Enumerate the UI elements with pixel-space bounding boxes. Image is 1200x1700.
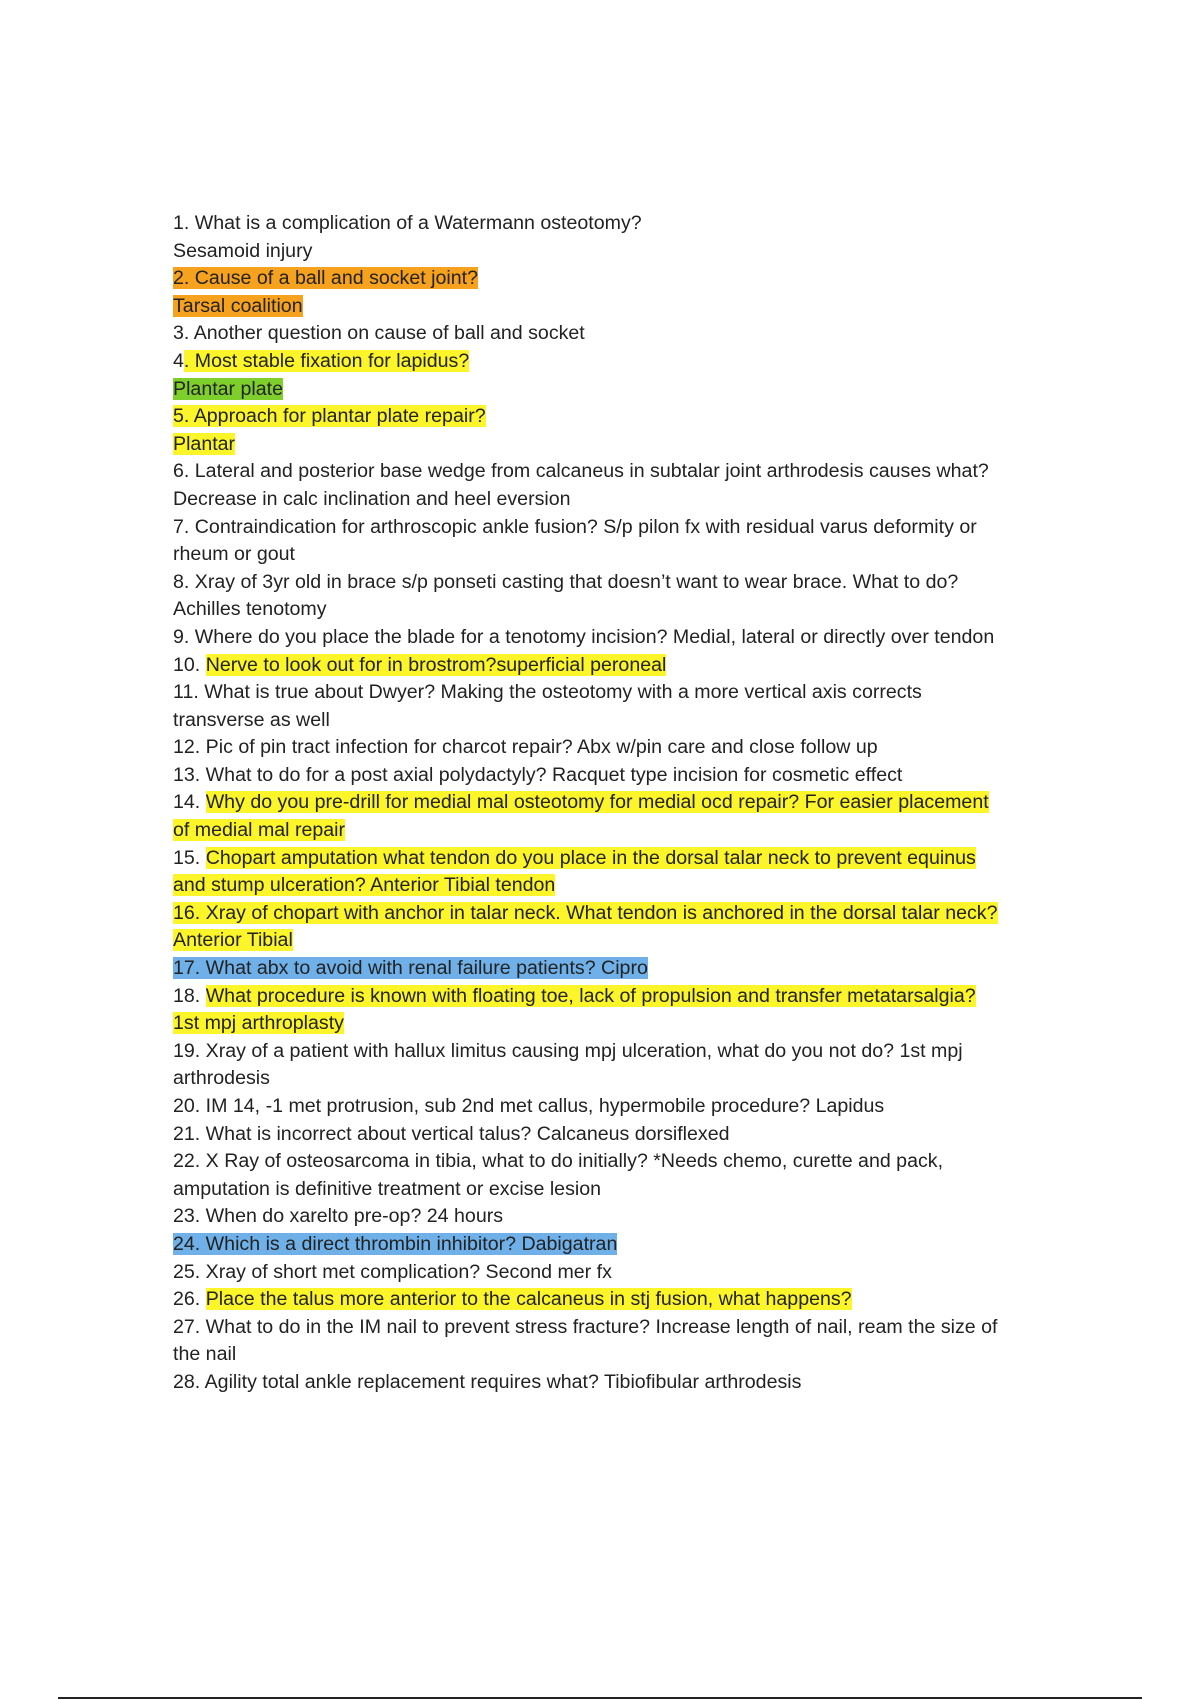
text-line	[173, 1121, 1073, 1149]
question-list	[173, 210, 1073, 1397]
highlighted-text: What procedure is known with floating toe, lack of propulsion and transfer metatarsalgia?	[205, 984, 976, 1007]
highlighted-text: Place the talus more anterior to the calcaneus in stj fusion, what happens?	[205, 1288, 852, 1311]
text-line	[173, 569, 1073, 597]
text-line	[173, 652, 1073, 680]
text-line	[173, 1341, 1073, 1369]
line-text: 26.	[173, 1288, 206, 1311]
line-text: 10.	[173, 653, 206, 676]
text-line	[173, 679, 1073, 707]
highlighted-text: and stump ulceration? Anterior Tibial tendon	[173, 874, 556, 897]
highlighted-text: Nerve to look out for in brostrom?superficial peroneal	[205, 653, 667, 676]
text-line	[173, 707, 1073, 735]
text-line	[173, 1065, 1073, 1093]
text-line	[173, 596, 1073, 624]
line-text: Achilles tenotomy	[173, 598, 327, 621]
text-line	[173, 238, 1073, 266]
text-line	[173, 1148, 1073, 1176]
line-text: 21. What is incorrect about vertical talus? Calcaneus dorsiflexed	[173, 1122, 730, 1145]
line-text: 27. What to do in the IM nail to prevent stress fracture? Increase length of nail, ream the size of	[173, 1315, 998, 1338]
line-text: 13. What to do for a post axial polydactyly? Racquet type incision for cosmetic effect	[173, 763, 903, 786]
line-text: arthrodesis	[173, 1067, 270, 1090]
text-line	[173, 624, 1073, 652]
text-line	[173, 845, 1073, 873]
line-text: 20. IM 14, -1 met protrusion, sub 2nd met callus, hypermobile procedure? Lapidus	[173, 1095, 885, 1117]
highlighted-text: of medial mal repair	[173, 819, 346, 842]
line-text: 11. What is true about Dwyer? Making the osteotomy with a more vertical axis corrects	[173, 681, 922, 704]
text-line	[173, 486, 1073, 514]
line-text: transverse as well	[173, 708, 330, 731]
highlighted-text: 17. What abx to avoid with renal failure patients? Cipro	[173, 957, 648, 980]
text-line	[173, 293, 1073, 321]
text-line	[173, 376, 1073, 404]
line-text: 7. Contraindication for arthroscopic ankle fusion? S/p pilon fx with residual varus deformity or	[173, 515, 977, 538]
highlighted-text: Chopart amputation what tendon do you place in the dorsal talar neck to prevent equinus	[205, 846, 976, 869]
text-line	[173, 541, 1073, 569]
text-line	[173, 955, 1073, 983]
line-text: Sesamoid injury	[173, 239, 313, 262]
text-line	[173, 431, 1073, 459]
text-line	[173, 927, 1073, 955]
highlighted-text: Plantar	[173, 432, 236, 455]
text-line	[173, 514, 1073, 542]
line-text: rheum or gout	[173, 543, 295, 566]
text-line	[173, 403, 1073, 431]
text-line	[173, 900, 1073, 928]
text-line	[173, 1010, 1073, 1038]
highlighted-text: 5. Approach for plantar plate repair?	[173, 405, 486, 428]
line-text: 19. Xray of a patient with hallux limitus causing mpj ulceration, what do you not do? 1st mpj	[173, 1039, 963, 1062]
line-text: 25. Xray of short met complication? Second mer fx	[173, 1260, 612, 1283]
text-line	[173, 762, 1073, 790]
line-text: 12. Pic of pin tract infection for charcot repair? Abx w/pin care and close follow up	[173, 736, 878, 759]
line-text: 22. X Ray of osteosarcoma in tibia, what to do initially? *Needs chemo, curette and pack,	[173, 1150, 944, 1173]
line-text: 8. Xray of 3yr old in brace s/p ponseti casting that doesn’t want to wear brace. What to do?	[173, 570, 959, 593]
text-line	[173, 1203, 1073, 1231]
bottom-divider	[58, 1697, 1142, 1699]
highlighted-text: Anterior Tibial	[173, 929, 293, 952]
highlighted-text: Tarsal coalition	[173, 294, 303, 317]
text-line	[173, 734, 1073, 762]
text-line	[173, 458, 1073, 486]
line-text: 18.	[173, 984, 206, 1007]
text-line	[173, 872, 1073, 900]
text-line	[173, 1038, 1073, 1066]
line-text: 1. What is a complication of a Watermann osteotomy?	[173, 212, 642, 234]
line-text: 6. Lateral and posterior base wedge from calcaneus in subtalar joint arthrodesis causes what?	[173, 460, 989, 483]
text-line	[173, 320, 1073, 348]
text-line	[173, 348, 1073, 376]
highlighted-text: . Most stable fixation for lapidus?	[183, 349, 470, 372]
text-line	[173, 983, 1073, 1011]
text-line	[173, 1259, 1073, 1287]
line-text: 14.	[173, 791, 206, 814]
text-line	[173, 210, 1073, 238]
text-line	[173, 265, 1073, 293]
text-line	[173, 1286, 1073, 1314]
line-text: 9. Where do you place the blade for a tenotomy incision? Medial, lateral or directly over tendon	[173, 625, 995, 648]
line-text: 23. When do xarelto pre-op? 24 hours	[173, 1205, 504, 1228]
text-line	[173, 1093, 1073, 1121]
highlighted-text: 2. Cause of a ball and socket joint?	[173, 267, 478, 290]
highlighted-text: 16. Xray of chopart with anchor in talar neck. What tendon is anchored in the dorsal talar neck?	[173, 901, 998, 924]
text-line	[173, 817, 1073, 845]
line-text: Decrease in calc inclination and heel eversion	[173, 487, 571, 510]
text-line	[173, 1314, 1073, 1342]
text-line	[173, 1176, 1073, 1204]
highlighted-text: Plantar plate	[173, 377, 284, 400]
line-text: amputation is definitive treatment or excise lesion	[173, 1177, 602, 1200]
line-text: the nail	[173, 1343, 237, 1366]
highlighted-text: 1st mpj arthroplasty	[173, 1012, 344, 1035]
line-text: 4	[173, 349, 184, 372]
text-line	[173, 1369, 1073, 1397]
line-text: 15.	[173, 846, 206, 869]
line-text: 28. Agility total ankle replacement requires what? Tibiofibular arthrodesis	[173, 1370, 802, 1393]
highlighted-text: 24. Which is a direct thrombin inhibitor? Dabigatran	[173, 1232, 618, 1255]
text-line	[173, 1231, 1073, 1259]
line-text: 3. Another question on cause of ball and socket	[173, 322, 585, 345]
text-line	[173, 789, 1073, 817]
highlighted-text: Why do you pre-drill for medial mal osteotomy for medial ocd repair? For easier placement	[205, 791, 989, 814]
